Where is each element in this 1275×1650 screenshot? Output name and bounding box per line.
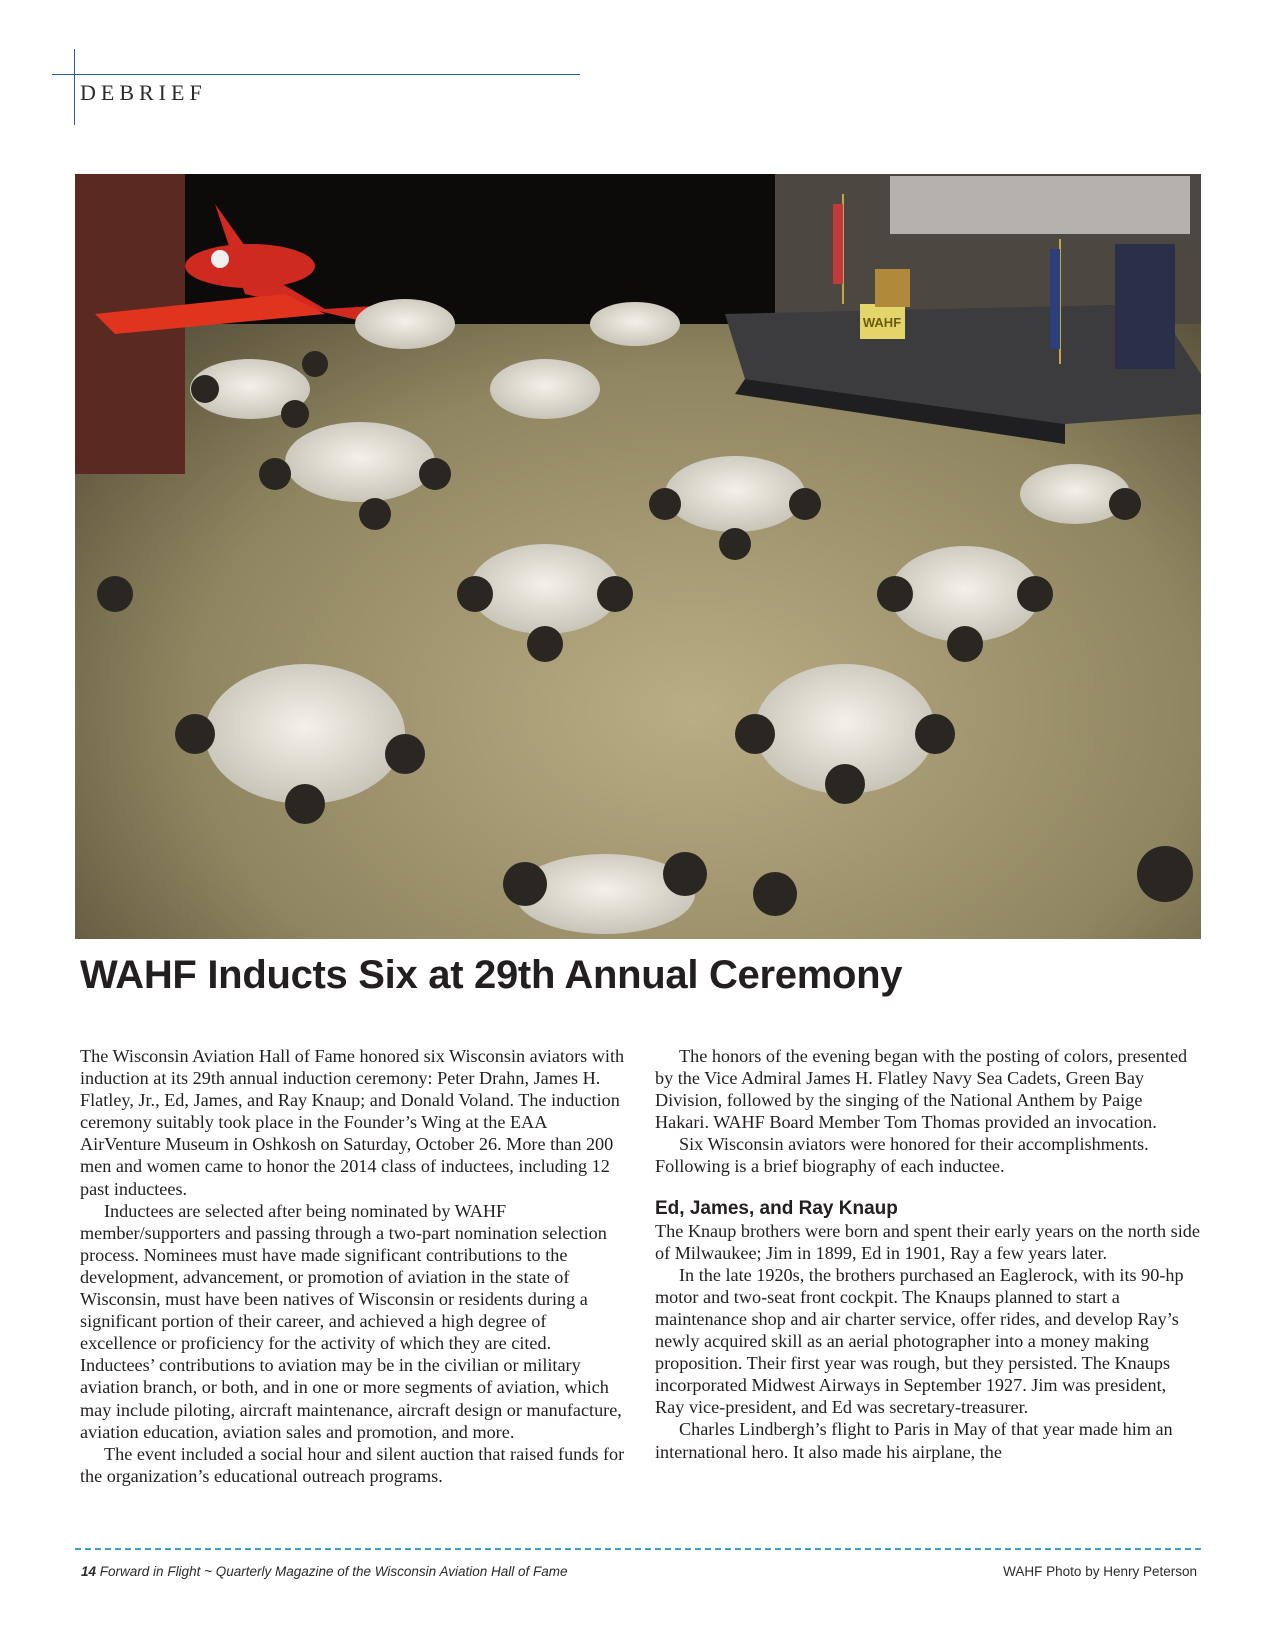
page-number: 14 xyxy=(81,1564,97,1579)
banquet-hall-image xyxy=(75,174,1201,939)
photo-credit: WAHF Photo by Henry Peterson xyxy=(1003,1564,1197,1579)
podium-sign-text: WAHF xyxy=(862,315,902,330)
paragraph: In the late 1920s, the brothers purchased an Eaglerock, with its 90-hp motor and two-seat front cockpit. The Knaups planned to start a maintenance shop and air charter service, offer rides, and develop Ray’s newly acquired skill as an aerial photographer into a money making proposition. Their first year was rough, but they persisted. The Knaups incorporated Midwest Airways in September 1927. Jim was president, Ray vice-president, and Ed was secretary-treasurer. xyxy=(655,1264,1184,1418)
article-headline: WAHF Inducts Six at 29th Annual Ceremony xyxy=(80,953,903,997)
inductee-subhead: Ed, James, and Ray Knaup xyxy=(655,1197,898,1219)
paragraph: The honors of the evening began with the posting of colors, presented by the Vice Admiral James H. Flatley Navy Sea Cadets, Green Bay Division, followed by the singing of the National Anthem by Paige Hakari. WAHF Board Member Tom Thomas provided an invocation. xyxy=(655,1046,1188,1133)
footer-rule xyxy=(75,1548,1201,1550)
paragraph: Charles Lindbergh’s flight to Paris in May of that year made him an international hero. It also made his airplane, the xyxy=(655,1419,1173,1462)
paragraph: The event included a social hour and silent auction that raised funds for the organization’s educational outreach programs. xyxy=(80,1443,625,1486)
paragraph: The Wisconsin Aviation Hall of Fame honored six Wisconsin aviators with induction at its 29th annual induction ceremony: Peter Drahn, James H. Flatley, Jr., Ed, James, and Ray Knaup; and Donald Voland. The induction ceremony suitably took place in the Founder’s Wing at the EAA AirVenture Museum in Oshkosh on Saturday, October 26. More than 200 men and women came to honor the 2014 class of inductees, including 12 past inductees. xyxy=(80,1046,625,1199)
section-header-rule xyxy=(52,74,580,75)
section-label: DEBRIEF xyxy=(80,80,207,105)
article-column-right xyxy=(655,1045,1200,1463)
paragraph: Inductees are selected after being nominated by WAHF member/supporters and passing through a two-part nomination selection process. Nominees must have made significant contributions to the development, advancement, or promotion of aviation in the state of Wisconsin, must have been natives of Wisconsin or residents during a significant portion of their career, and achieved a high degree of excellence or proficiency for the activity of which they are cited. Inductees’ contributions to aviation may be in the civilian or military aviation branch, or both, and in one or more segments of aviation, which may include piloting, aircraft maintenance, aircraft design or manufacture, aviation education, aviation sales and promotion, and more. xyxy=(80,1200,622,1442)
article-column-left xyxy=(80,1045,625,1487)
publication-name: Forward in Flight ~ Quarterly Magazine of the Wisconsin Aviation Hall of Fame xyxy=(99,1564,568,1579)
paragraph: The Knaup brothers were born and spent their early years on the north side of Milwaukee; Jim in 1899, Ed in 1901, Ray a few years later. xyxy=(655,1220,1200,1263)
paragraph: Six Wisconsin aviators were honored for their accomplishments. Following is a brief biography of each inductee. xyxy=(655,1134,1149,1177)
event-photo xyxy=(75,174,1201,939)
section-header-vertical-rule xyxy=(74,49,75,125)
footer-publication xyxy=(81,1564,568,1579)
